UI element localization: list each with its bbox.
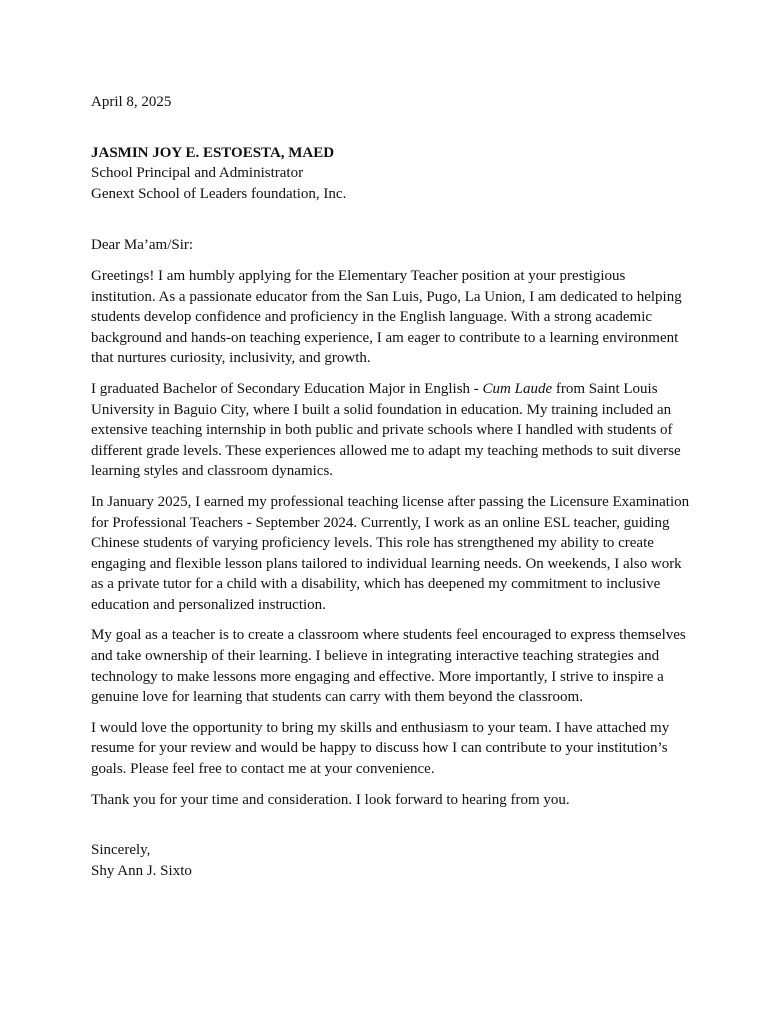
salutation: Dear Ma’am/Sir: <box>91 237 194 254</box>
recipient-organization: Genext School of Leaders foundation, Inc. <box>91 185 347 202</box>
recipient-name: JASMIN JOY E. ESTOESTA, MAED <box>91 144 335 161</box>
cover-letter <box>91 92 691 881</box>
recipient-title: School Principal and Administrator <box>91 165 304 182</box>
paragraph-education-after: from Saint Louis University in Baguio City, where I built a solid foundation in education. My training included an extensive teaching internship in both public and private schools where I handled with students of different grade levels. These experiences allowed me to adapt my teaching methods to suit diverse learning styles and classroom dynamics. <box>91 380 681 480</box>
recipient-block <box>91 143 691 205</box>
paragraph-education <box>91 379 691 482</box>
letter-date: April 8, 2025 <box>91 94 172 110</box>
paragraph-goals: My goal as a teacher is to create a classroom where students feel encouraged to express themselves and take ownership of their learning. I believe in integrating interactive teaching strategies and technology to make lessons more engaging and effective. More importantly, I strive to inspire a genuine love for learning that students can carry with them beyond the classroom. <box>91 627 686 706</box>
paragraph-intro: Greetings! I am humbly applying for the Elementary Teacher position at your prestigious institution. As a passionate educator from the San Luis, Pugo, La Union, I am dedicated to helping students develop confidence and proficiency in the English language. With a strong academic background and hands-on teaching experience, I am eager to contribute to a learning environment that nurtures curiosity, inclusivity, and growth. <box>91 267 682 367</box>
paragraph-education-before: I graduated Bachelor of Secondary Education Major in English - <box>91 380 483 397</box>
closing: Sincerely, <box>91 842 151 859</box>
paragraph-request: I would love the opportunity to bring my skills and enthusiasm to your team. I have attached my resume for your review and would be happy to discuss how I can contribute to your institution’s goals. Please feel free to contact me at your convenience. <box>91 719 670 778</box>
paragraph-experience: In January 2025, I earned my professional teaching license after passing the Licensure Examination for Professional Teachers - September 2024. Currently, I work as an online ESL teacher, guiding Chinese students of varying proficiency levels. This role has strengthened my ability to create engaging and flexible lesson plans tailored to individual learning needs. On weekends, I also work as a private tutor for a child with a disability, which has deepened my commitment to inclusive education and personalized instruction. <box>91 493 690 613</box>
paragraph-thanks: Thank you for your time and consideration. I look forward to hearing from you. <box>91 791 570 808</box>
signature-name: Shy Ann J. Sixto <box>91 862 192 879</box>
honor-cum-laude: Cum Laude <box>482 380 553 397</box>
